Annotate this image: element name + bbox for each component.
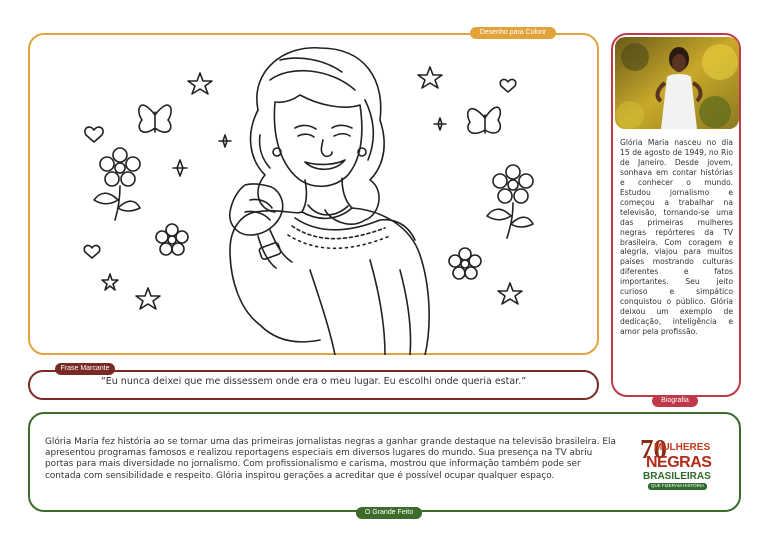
portrait-photo: [615, 37, 739, 129]
logo-line1: MULHERES: [654, 442, 711, 453]
quote-text: “Eu nunca deixei que me dissessem onde era o meu lugar. Eu escolhi onde queria estar.”: [100, 376, 527, 387]
logo-line2: NEGRAS: [646, 454, 712, 471]
star-icon: [102, 274, 118, 290]
heart-icon: [500, 79, 515, 92]
smile: [305, 160, 345, 169]
feat-text: Glória Maria fez história ao se tornar uma das primeiras jornalistas negras a ganhar grande destaque na televisão brasileira. Ela apresentou programas famosos e realizou reportagens especiais em diversos lugares do mundo. Sua presença na TV abriu portas para mais diversidade no jornalismo. Com profissionalismo e carisma, mostrou que informação também pode ser contada com sensibilidade e respeito. Glória inspirou gerações a acreditar que é possível ocupar qualquer espaço.: [45, 437, 616, 481]
logo-number: 70: [640, 434, 667, 464]
star-icon: [418, 67, 442, 88]
flower-icon: [449, 248, 481, 279]
logo-line3: BRASILEIRAS: [643, 471, 711, 482]
flower-icon: [156, 224, 188, 255]
face: [274, 95, 361, 186]
quote-tag: Frase Marcante: [55, 363, 115, 375]
bio-text: Glória Maria nasceu no dia 15 de agosto de 1949, no Rio de Janeiro. Desde jovem, sonhava em contar histórias e conhecer o mundo. Estudou jornalismo e começou a trabalhar na televisão, tornando-se uma das primeiras mulheres negras repórteres da TV brasileira. Com coragem e alegria, viajou para muitos países mostrando culturas diferentes e fatos importantes. Seu jeito curioso e simpático conquistou o público. Glória deixou um exemplo de dedicação, inteligência e amor pela profissão.: [620, 138, 733, 337]
logo-tagline: QUE FIZERAM HISTÓRIA: [648, 483, 707, 490]
heart-icon: [84, 245, 99, 258]
star-icon: [498, 283, 522, 304]
butterfly-icon: [468, 107, 501, 133]
arm: [230, 212, 320, 342]
coloring-illustration: [80, 40, 540, 355]
series-logo: [634, 430, 718, 498]
flower-icon: [94, 148, 140, 220]
star-icon: [188, 73, 212, 94]
heart-icon: [85, 127, 103, 142]
butterfly-icon: [139, 105, 171, 132]
bio-tag: Biografia: [652, 395, 698, 407]
coloring-tag: Desenho para Colorir: [470, 27, 556, 39]
feat-tag: O Grande Feito: [356, 507, 422, 519]
flower-icon: [487, 165, 533, 238]
hair: [251, 48, 385, 224]
star-icon: [136, 288, 160, 309]
